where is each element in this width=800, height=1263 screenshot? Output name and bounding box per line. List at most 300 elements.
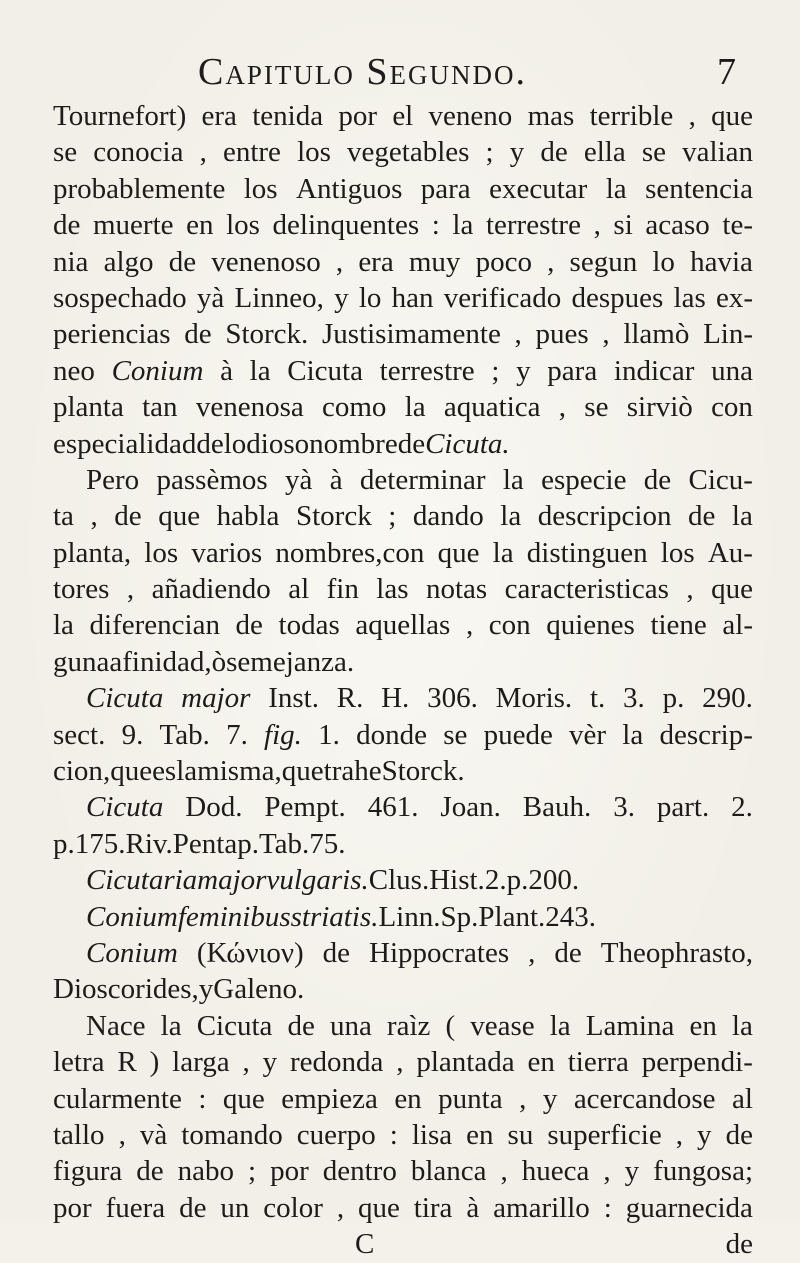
word: misma (197, 755, 275, 788)
word: las (376, 573, 409, 606)
word: Linneo, (234, 281, 324, 314)
word: 9. (121, 718, 144, 751)
word: , (528, 936, 536, 969)
word: , (199, 136, 207, 169)
word: la (549, 1009, 571, 1042)
word: Conium (111, 354, 204, 387)
word: determinar (359, 463, 486, 496)
word: à (220, 354, 233, 387)
word: al (288, 573, 310, 606)
word: Pentap. (172, 827, 259, 860)
word: acaso (645, 209, 710, 242)
word: , (126, 573, 135, 606)
word: especialidad (53, 427, 197, 460)
word: quienes (546, 609, 635, 642)
word: era (201, 100, 237, 132)
word: terrestre (485, 209, 581, 242)
word: , (335, 245, 344, 278)
word: Lin- (703, 318, 753, 351)
word: Storck. (225, 318, 309, 351)
word: 290. (702, 682, 753, 715)
word: se (641, 136, 667, 169)
word: Justisimamente (322, 318, 501, 351)
word: amarillo (493, 1191, 590, 1224)
word: han (391, 281, 434, 314)
word: en (186, 209, 214, 242)
word: punta (438, 1082, 503, 1115)
word: 75. (309, 827, 346, 860)
word: Galeno. (213, 973, 305, 1006)
word: 2. (731, 791, 753, 824)
word: sentencia (645, 172, 753, 205)
text-line (53, 935, 753, 971)
text-line (53, 207, 753, 243)
word: verificado (443, 281, 562, 314)
word: Tab. (258, 827, 310, 860)
word: la (731, 1009, 753, 1042)
text-line (53, 1008, 753, 1044)
word: Cicuta (86, 791, 164, 824)
word: los (660, 536, 695, 569)
word: 175. (74, 827, 126, 860)
word: pues (535, 318, 589, 351)
text-line (53, 426, 753, 462)
word: por (338, 100, 378, 132)
word: larga (172, 1046, 230, 1079)
word: Riv. (125, 827, 173, 860)
word: mas (527, 100, 575, 132)
word: Antiguos (296, 172, 403, 205)
word: lo (358, 281, 382, 314)
word: Dod. (185, 791, 243, 824)
word: empieza (281, 1082, 378, 1115)
word: la (500, 500, 522, 533)
word: y (624, 1155, 640, 1188)
word: planta, (53, 536, 132, 569)
word: Joan. (440, 791, 501, 824)
text-line (53, 1117, 753, 1153)
word: valian (682, 136, 753, 169)
word: neo (53, 354, 95, 387)
word: vease (470, 1009, 535, 1042)
word: nia (53, 245, 89, 278)
word: raìz (386, 1009, 431, 1042)
word: fungosa; (653, 1155, 753, 1188)
catchword: de (725, 1228, 753, 1261)
word: 1. (318, 718, 340, 751)
word: todas (278, 609, 340, 642)
word: à (329, 463, 343, 496)
word: probablemente (53, 172, 226, 205)
word: nabo (177, 1155, 234, 1188)
word: es (152, 755, 177, 788)
word: afinidad (109, 645, 205, 678)
word: dando (412, 500, 484, 533)
word: ) (149, 1046, 160, 1079)
word: , (118, 1118, 126, 1151)
word: Conium (86, 900, 178, 933)
word: à (466, 1191, 480, 1224)
word: , (191, 973, 199, 1006)
word: : (389, 1118, 398, 1151)
word: plantada (416, 1046, 515, 1079)
word: se (443, 718, 468, 751)
text-line (53, 389, 753, 425)
word: y (509, 136, 525, 169)
word: terrestre (379, 354, 475, 387)
word: venenoso (211, 245, 321, 278)
word: Linn. (378, 900, 441, 933)
word: , (593, 209, 601, 242)
word: superficie (547, 1118, 662, 1151)
word: llamò (623, 318, 690, 351)
word: Pempt. (264, 791, 346, 824)
word: , (675, 1118, 683, 1151)
word: cion (53, 755, 103, 788)
word: te- (722, 209, 753, 242)
word: lo (652, 245, 675, 278)
word: Tournefort) (53, 100, 187, 132)
word: cuerpo (296, 1118, 376, 1151)
word: H. (381, 682, 410, 715)
word: y (697, 1118, 712, 1151)
word: , (336, 1191, 345, 1224)
word: executar (489, 172, 588, 205)
word: de (725, 1118, 753, 1151)
word: , (603, 1155, 611, 1188)
word: tira (413, 1191, 453, 1224)
word: ella (583, 136, 626, 169)
word: Nace (86, 1009, 146, 1042)
word: Clus. (368, 864, 430, 897)
word: diferencian (89, 609, 220, 642)
word: de (322, 936, 351, 969)
word: tores (53, 573, 110, 606)
word: muerte (92, 209, 174, 242)
word: despues (571, 281, 664, 314)
word: la (731, 500, 753, 533)
word: distinguen (526, 536, 648, 569)
word: que (281, 755, 324, 788)
word: en (689, 1009, 717, 1042)
word: lisa (411, 1118, 453, 1151)
word: part. (656, 791, 710, 824)
word: , (558, 391, 567, 424)
word: y (542, 1082, 558, 1115)
word: varios (191, 536, 263, 569)
word: una (329, 1009, 372, 1042)
word: Conium (86, 936, 178, 969)
text-line (53, 1153, 753, 1189)
word: fin (326, 573, 359, 606)
word: ; (388, 500, 397, 533)
word: tan (142, 391, 178, 424)
word: 3. (623, 682, 645, 715)
word: ( (445, 1009, 456, 1042)
word: odioso (231, 427, 310, 460)
word: de (554, 936, 582, 969)
word: del (196, 427, 232, 460)
word: que (711, 573, 753, 606)
word: Cicuta. (425, 427, 510, 460)
word: color (263, 1191, 323, 1224)
word: nombres,con (275, 536, 425, 569)
word: Cicuta (86, 682, 164, 715)
word: 461. (367, 791, 419, 824)
word: tierra (567, 1046, 629, 1079)
word: para (420, 172, 471, 205)
word: un (220, 1191, 250, 1224)
word: , (242, 1046, 250, 1079)
word: yà (285, 463, 313, 496)
word: conocia (93, 136, 184, 169)
word: Plant. (478, 900, 546, 933)
word: con (488, 609, 531, 642)
text-line (53, 134, 753, 170)
word: passèmos (156, 463, 268, 496)
text-line (53, 644, 753, 680)
word: tallo (53, 1118, 105, 1151)
word: Cicutaria (86, 864, 198, 897)
word: las (673, 281, 706, 314)
word: 7. (226, 718, 248, 751)
text-line (53, 98, 753, 134)
word: , (688, 100, 696, 132)
word: , (547, 245, 555, 278)
text-line (53, 789, 753, 825)
word: nombre (309, 427, 398, 460)
word: R (117, 1046, 137, 1079)
word: el (392, 100, 414, 132)
word: añadiendo (151, 573, 271, 606)
printer-signature: C (355, 1228, 375, 1261)
word: Sp. (440, 900, 479, 933)
word: se (53, 136, 78, 169)
word: como (322, 391, 387, 424)
signature-line (53, 1226, 753, 1262)
word: : (198, 1082, 207, 1115)
text-line (53, 680, 753, 716)
text-line (53, 1081, 753, 1117)
word: Pero (86, 463, 140, 496)
word: sect. (53, 718, 106, 751)
word: 200. (528, 864, 580, 897)
word: la (452, 209, 474, 242)
word: que (711, 100, 753, 132)
text-line (53, 535, 753, 571)
word: vèr (569, 718, 607, 751)
word: vegetables (347, 136, 470, 169)
running-header (58, 50, 744, 102)
word: de (168, 245, 197, 278)
word: , (514, 318, 522, 351)
word: major (197, 864, 267, 897)
word: ex- (715, 281, 753, 314)
word: blanca (410, 1155, 487, 1188)
word: la (502, 463, 524, 496)
word: Tab. (159, 718, 210, 751)
word: poco (475, 245, 532, 278)
body-text (53, 98, 753, 1263)
word: trahe (323, 755, 382, 788)
word: de (179, 1191, 207, 1224)
word: en (527, 1046, 555, 1079)
word: la (53, 609, 74, 642)
text-line (53, 316, 753, 352)
word: 243. (545, 900, 597, 933)
text-line (53, 753, 753, 789)
word: que (110, 755, 153, 788)
text-line (53, 353, 753, 389)
word: los (243, 172, 278, 205)
word: redonda (289, 1046, 384, 1079)
word: los (297, 136, 331, 169)
word: en (394, 1082, 422, 1115)
text-line (53, 280, 753, 316)
word: p. (662, 682, 685, 715)
word: , (519, 1082, 527, 1115)
word: yà (196, 281, 225, 314)
word: aquatica (443, 391, 541, 424)
word: : (603, 1191, 612, 1224)
word: Storck (295, 500, 372, 533)
word: : (431, 209, 440, 242)
word: de (184, 318, 212, 351)
word: Au- (707, 536, 753, 569)
word: que (222, 1082, 265, 1115)
word: acercandose (573, 1082, 716, 1115)
word: de (136, 1155, 164, 1188)
word: de (687, 500, 716, 533)
word: , (396, 1046, 404, 1079)
text-line (53, 571, 753, 607)
word: planta (53, 391, 124, 424)
word: una (711, 354, 753, 387)
word: feminibus (177, 900, 291, 933)
word: la (605, 172, 627, 205)
word: sospechado (53, 281, 187, 314)
word: , (500, 1155, 508, 1188)
word: terrible (589, 100, 674, 132)
word: la (176, 755, 198, 788)
word: de (53, 209, 81, 242)
word: Bauh. (522, 791, 592, 824)
word: perpendi- (641, 1046, 753, 1079)
word: Cicuta (196, 1009, 273, 1042)
word: delinquentes (272, 209, 420, 242)
word: de (235, 609, 263, 642)
word: era (358, 245, 394, 278)
word: descrip- (659, 718, 753, 751)
word: que (357, 1191, 400, 1224)
word: , (274, 755, 282, 788)
text-line (53, 1044, 753, 1080)
word: al- (722, 609, 753, 642)
word: y (516, 354, 531, 387)
word: muy (408, 245, 461, 278)
word: ; (248, 1155, 257, 1188)
word: fig. (264, 718, 302, 751)
word: Inst. (268, 682, 319, 715)
word: Cicu- (688, 463, 753, 496)
word: R. (336, 682, 364, 715)
word: Cicuta (287, 354, 363, 387)
word: algo (103, 245, 154, 278)
word: p. (53, 827, 75, 860)
word: de (643, 463, 672, 496)
word: caracteristicas (504, 573, 669, 606)
text-line (53, 244, 753, 280)
word: venenosa (195, 391, 304, 424)
word: y (262, 1046, 278, 1079)
word: Storck. (381, 755, 465, 788)
word: cularmente (53, 1082, 182, 1115)
word: por (53, 1191, 92, 1224)
word: que (158, 500, 201, 533)
word: guna (53, 645, 110, 678)
word: và (139, 1118, 168, 1151)
word: por (270, 1155, 309, 1188)
word: se (584, 391, 609, 424)
word: 306. (427, 682, 478, 715)
word: al (731, 1082, 753, 1115)
text-line (53, 462, 753, 498)
word: con (711, 391, 753, 424)
word: de (397, 427, 426, 460)
word: notas (425, 573, 488, 606)
word: la (160, 1009, 182, 1042)
text-line (53, 498, 753, 534)
word: semejanza. (226, 645, 355, 678)
word: t. (589, 682, 606, 715)
word: hueca (521, 1155, 590, 1188)
word: descripcion (537, 500, 672, 533)
word: que (437, 536, 480, 569)
word: los (226, 209, 260, 242)
text-line (53, 826, 753, 862)
word: figura (53, 1155, 123, 1188)
word: Hist. (429, 864, 485, 897)
word: y (334, 281, 349, 314)
word: tiene (650, 609, 707, 642)
page-number: 7 (717, 51, 736, 93)
word: ò (211, 645, 227, 678)
word: havia (690, 245, 753, 278)
word: Moris. (495, 682, 573, 715)
word: Theophrasto, (600, 936, 753, 969)
word: aquellas (355, 609, 451, 642)
word: (Κώνιον) (196, 936, 304, 969)
word: 2. (484, 864, 507, 897)
word: Dioscorides (53, 973, 192, 1006)
word: Lamina (585, 1009, 675, 1042)
word: veneno (428, 100, 513, 132)
word: habla (216, 500, 280, 533)
word: ta (53, 500, 74, 533)
word: la (492, 536, 514, 569)
word: Hippocrates (369, 936, 510, 969)
word: , (102, 755, 111, 788)
word: periencias (53, 318, 171, 351)
word: , (90, 500, 98, 533)
word: dentro (322, 1155, 397, 1188)
word: de (114, 500, 142, 533)
word: 3. (613, 791, 635, 824)
word: la (622, 718, 644, 751)
word: especie (541, 463, 627, 496)
word: guarnecida (625, 1191, 753, 1224)
word: si (613, 209, 633, 242)
